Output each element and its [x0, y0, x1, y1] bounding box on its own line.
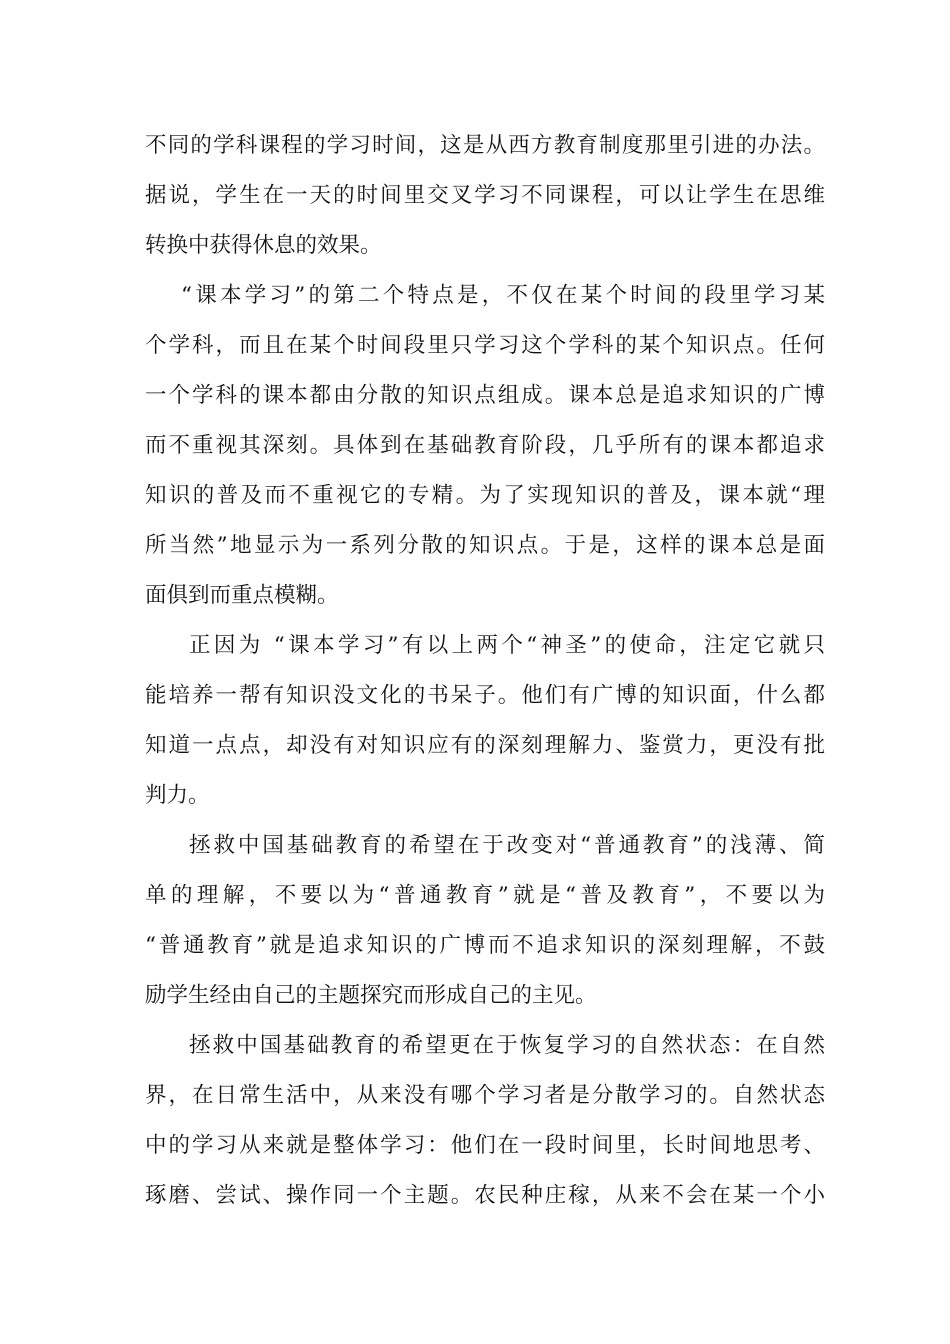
text-line: “普通教育”就是追求知识的广博而不追求知识的深刻理解，不鼓 — [145, 933, 825, 958]
paragraph-start-line: 拯救中国基础教育的希望在于改变对“普通教育”的浅薄、简 — [189, 833, 825, 858]
paragraph-start-line: “课本学习”的第二个特点是，不仅在某个时间的段里学习某 — [181, 283, 825, 308]
text-line: 琢磨、尝试、操作同一个主题。农民种庄稼，从来不会在某一个小 — [145, 1183, 825, 1208]
text-line: 面俱到而重点模糊。 — [145, 583, 339, 608]
text-line: 据说，学生在一天的时间里交叉学习不同课程，可以让学生在思维 — [145, 183, 825, 208]
paragraph-start-line: 正因为 “课本学习”有以上两个“神圣”的使命，注定它就只 — [189, 633, 825, 658]
body-text — [145, 126, 825, 1226]
text-line: 而不重视其深刻。具体到在基础教育阶段，几乎所有的课本都追求 — [145, 433, 825, 458]
text-line: 励学生经由自己的主题探究而形成自己的主见。 — [145, 983, 597, 1008]
text-line: 不同的学科课程的学习时间，这是从西方教育制度那里引进的办法。 — [145, 133, 825, 158]
text-line: 个学科，而且在某个时间段里只学习这个学科的某个知识点。任何 — [145, 333, 825, 358]
text-line: 一个学科的课本都由分散的知识点组成。课本总是追求知识的广博 — [145, 383, 825, 408]
text-line: 中的学习从来就是整体学习：他们在一段时间里，长时间地思考、 — [145, 1133, 825, 1158]
text-line: 界，在日常生活中，从来没有哪个学习者是分散学习的。自然状态 — [145, 1083, 825, 1108]
text-line: 转换中获得休息的效果。 — [145, 233, 382, 258]
text-line: 判力。 — [145, 783, 210, 808]
paragraph-start-line: 拯救中国基础教育的希望更在于恢复学习的自然状态：在自然 — [189, 1033, 825, 1058]
text-line: 所当然”地显示为一系列分散的知识点。于是，这样的课本总是面 — [145, 533, 825, 558]
text-line: 知道一点点，却没有对知识应有的深刻理解力、鉴赏力，更没有批 — [145, 733, 825, 758]
text-line: 单的理解，不要以为“普通教育”就是“普及教育”，不要以为 — [145, 883, 825, 908]
text-line: 能培养一帮有知识没文化的书呆子。他们有广博的知识面，什么都 — [145, 683, 825, 708]
text-line: 知识的普及而不重视它的专精。为了实现知识的普及，课本就“理 — [145, 483, 825, 508]
